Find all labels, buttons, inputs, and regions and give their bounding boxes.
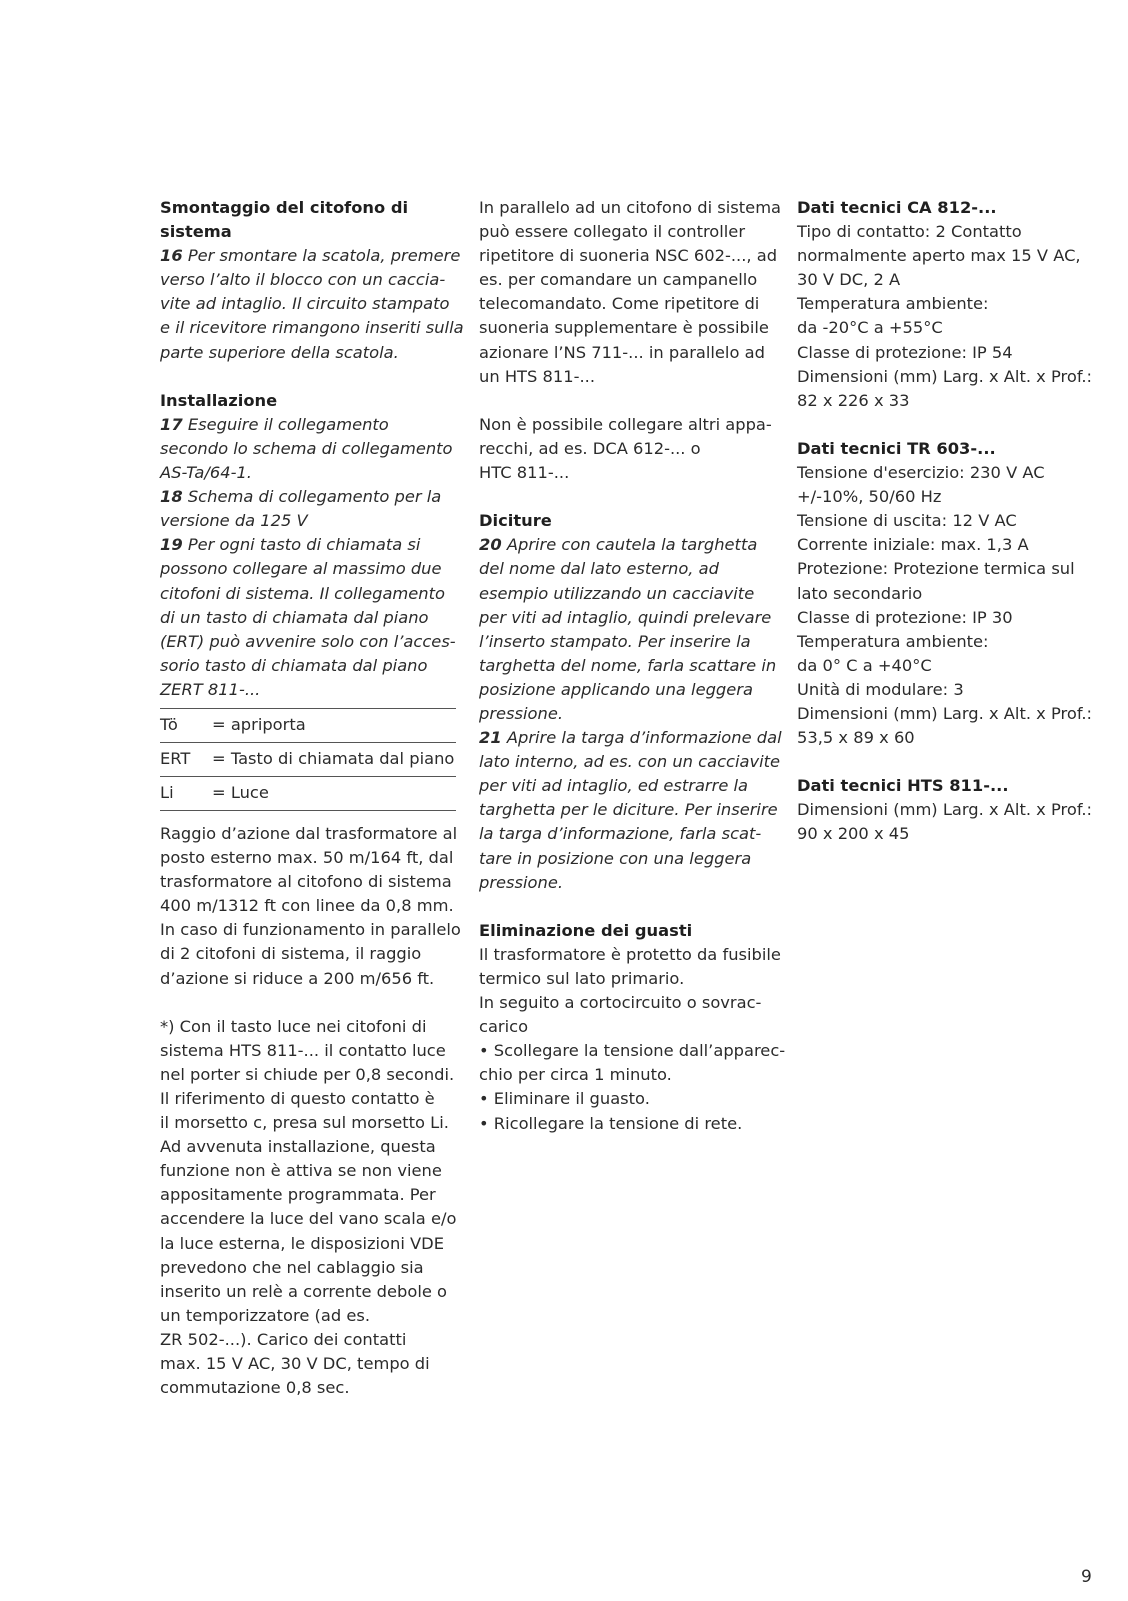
text-line: del nome dal lato esterno, ad: [479, 559, 719, 579]
paragraph-not-possible: [479, 413, 779, 485]
text-line: commutazione 0,8 sec.: [160, 1378, 350, 1398]
text-line: ZR 502-...). Carico dei contatti: [160, 1329, 407, 1349]
text-line: citofoni di sistema. Il collegamento: [160, 583, 445, 603]
text-line: 30 V DC, 2 A: [797, 270, 901, 290]
text-line: vite ad intaglio. Il circuito stampato: [160, 294, 450, 314]
text-line: Ad avvenuta installazione, questa: [160, 1137, 436, 1157]
text-line: Tipo di contatto: 2 Contatto: [797, 222, 1022, 242]
step-text-rest: [160, 509, 460, 533]
section-title-hts811: Dati tecnici HTS 811-...: [797, 776, 1009, 796]
text-line: la luce esterna, le disposizioni VDE: [160, 1233, 444, 1253]
step-20: [479, 533, 779, 726]
text-line: il morsetto c, presa sul morsetto Li.: [160, 1113, 449, 1133]
text-line: max. 15 V AC, 30 V DC, tempo di: [160, 1354, 430, 1374]
page-number: 9: [1081, 1567, 1092, 1587]
step-number: 16: [160, 246, 183, 266]
abbr-value: = Luce: [212, 776, 456, 810]
text-line: per viti ad intaglio, quindi prelevare: [479, 607, 772, 627]
step-18: [160, 485, 460, 533]
text-line: normalmente aperto max 15 V AC,: [797, 246, 1081, 266]
text-line: Protezione: Protezione termica sul: [797, 559, 1075, 579]
text-line: In seguito a cortocircuito o sovrac-: [479, 993, 762, 1013]
step-19: [160, 533, 460, 702]
text-line: Temperatura ambiente:: [797, 631, 989, 651]
text-line: recchi, ad es. DCA 612-... o: [479, 438, 701, 458]
text-line: Tensione di uscita: 12 V AC: [797, 511, 1017, 531]
text-line: In parallelo ad un citofono di sistema: [479, 198, 782, 217]
text-line: tare in posizione con una leggera: [479, 848, 752, 868]
text-line: Non è possibile collegare altri appa-: [479, 414, 772, 434]
text-line: *) Con il tasto luce nei citofoni di: [160, 1016, 427, 1036]
text-line: ZERT 811-...: [160, 679, 261, 699]
text-line: Classe di protezione: IP 30: [797, 607, 1013, 627]
step-text-first: Aprire la targa d’informazione dal: [501, 728, 782, 748]
text-line: termico sul lato primario.: [479, 969, 685, 988]
text-line: di un tasto di chiamata dal piano: [160, 607, 429, 627]
step-number: 19: [160, 535, 183, 555]
text-line: sistema HTS 811-... il contatto luce: [160, 1040, 446, 1060]
text-line: Smontaggio del citofono di: [160, 198, 409, 217]
text-line: parte superiore della scatola.: [160, 342, 399, 362]
text-line: Corrente iniziale: max. 1,3 A: [797, 535, 1029, 555]
text-line: trasformatore al citofono di sistema: [160, 872, 452, 892]
section-title-smontaggio: [160, 196, 460, 244]
step-text-first: Per smontare la scatola, premere: [182, 246, 461, 266]
text-line: 90 x 200 x 45: [797, 824, 910, 844]
column-right: [797, 196, 1097, 847]
text-line: Dimensioni (mm) Larg. x Alt. x Prof.:: [797, 703, 1093, 723]
section-title-ca812: Dati tecnici CA 812-...: [797, 198, 997, 217]
text-line: +/-10%, 50/60 Hz: [797, 487, 942, 507]
text-line: Il trasformatore è protetto da fusibile: [479, 944, 781, 964]
text-line: suoneria supplementare è possibile: [479, 318, 769, 338]
text-line: d’azione si riduce a 200 m/656 ft.: [160, 968, 435, 988]
text-line: e il ricevitore rimangono inseriti sulla: [160, 318, 464, 338]
text-line: versione da 125 V: [160, 511, 308, 531]
text-line: per viti ad intaglio, ed estrarre la: [479, 776, 749, 796]
step-number: 17: [160, 414, 183, 434]
text-line: Temperatura ambiente:: [797, 294, 989, 314]
paragraph-light-contact: [160, 1015, 460, 1401]
text-line: sistema: [160, 222, 232, 242]
text-line: esempio utilizzando un cacciavite: [479, 583, 755, 603]
text-line: Dimensioni (mm) Larg. x Alt. x Prof.:: [797, 366, 1093, 386]
text-line: un temporizzatore (ad es.: [160, 1305, 371, 1325]
text-line: pressione.: [479, 872, 564, 892]
specs-tr603: [797, 461, 1097, 750]
step-text-rest: [160, 557, 460, 702]
step-17: [160, 413, 460, 485]
text-line: può essere collegato il controller: [479, 222, 746, 242]
step-text-rest: [479, 750, 779, 895]
step-text-rest: [160, 437, 460, 485]
table-row: [160, 708, 456, 742]
column-left: [160, 196, 464, 1400]
text-line: carico: [479, 1017, 529, 1037]
text-line: 53,5 x 89 x 60: [797, 728, 915, 748]
text-line: In caso di funzionamento in parallelo: [160, 920, 461, 940]
text-line: accendere la luce del vano scala e/o: [160, 1209, 457, 1229]
step-text-first: Per ogni tasto di chiamata si: [182, 535, 421, 555]
text-line: telecomandato. Come ripetitore di: [479, 294, 760, 314]
text-line: targhetta del nome, farla scattare in: [479, 655, 777, 675]
table-row: [160, 776, 456, 810]
text-line: 82 x 226 x 33: [797, 390, 910, 410]
text-line: l’inserto stampato. Per inserire la: [479, 631, 751, 651]
text-line: inserito un relè a corrente debole o: [160, 1281, 448, 1301]
text-line: Unità di modulare: 3: [797, 679, 964, 699]
text-line: prevedono che nel cablaggio sia: [160, 1257, 424, 1277]
section-title-diciture: Diciture: [479, 511, 552, 531]
step-text-rest: [479, 557, 779, 726]
text-line: nel porter si chiude per 0,8 secondi.: [160, 1064, 455, 1084]
abbr-value: = apriporta: [212, 708, 456, 742]
text-line: appositamente programmata. Per: [160, 1185, 436, 1205]
text-line: posto esterno max. 50 m/164 ft, dal: [160, 848, 454, 868]
column-middle: [479, 196, 786, 1136]
text-line: verso l’alto il blocco con un caccia-: [160, 270, 446, 290]
abbr-value: = Tasto di chiamata dal piano: [212, 742, 456, 776]
text-line: sorio tasto di chiamata dal piano: [160, 655, 428, 675]
abbr-key: Li: [160, 776, 212, 810]
step-text-first: Eseguire il collegamento: [182, 414, 389, 434]
paragraph-troubleshooting: [479, 943, 786, 1136]
abbreviation-table: [160, 708, 456, 811]
text-line: posizione applicando una leggera: [479, 679, 753, 699]
text-line: possono collegare al massimo due: [160, 559, 442, 579]
text-line: funzione non è attiva se non viene: [160, 1161, 442, 1181]
text-line: da -20°C a +55°C: [797, 318, 943, 338]
step-number: 20: [479, 535, 502, 555]
section-title-installazione: Installazione: [160, 390, 278, 410]
text-line: lato interno, ad es. con un cacciavite: [479, 752, 781, 772]
text-line: targhetta per le diciture. Per inserire: [479, 800, 778, 820]
text-line: da 0° C a +40°C: [797, 655, 932, 675]
text-line: HTC 811-...: [479, 463, 570, 483]
specs-ca812: [797, 220, 1097, 413]
text-line: Dimensioni (mm) Larg. x Alt. x Prof.:: [797, 800, 1093, 820]
text-line: Classe di protezione: IP 54: [797, 342, 1013, 362]
text-line: azionare l’NS 711-... in parallelo ad: [479, 342, 765, 362]
step-16: [160, 244, 464, 364]
text-line: chio per circa 1 minuto.: [479, 1065, 672, 1085]
abbr-key: ERT: [160, 742, 212, 776]
text-line: pressione.: [479, 703, 564, 723]
step-number: 18: [160, 487, 183, 507]
text-line: secondo lo schema di collegamento: [160, 438, 453, 458]
step-text-rest: [160, 268, 464, 364]
text-line: • Ricollegare la tensione di rete.: [479, 1113, 743, 1133]
table-row: [160, 742, 456, 776]
text-line: es. per comandare un campanello: [479, 270, 758, 290]
abbr-key: Tö: [160, 708, 212, 742]
text-line: (ERT) può avvenire solo con l’acces-: [160, 631, 456, 651]
text-line: di 2 citofoni di sistema, il raggio: [160, 944, 422, 964]
text-line: Il riferimento di questo contatto è: [160, 1089, 435, 1108]
step-number: 21: [479, 728, 502, 748]
paragraph-range: [160, 822, 460, 991]
text-line: lato secondario: [797, 583, 923, 603]
specs-hts811: [797, 798, 1097, 846]
step-text-first: Aprire con cautela la targhetta: [501, 535, 758, 555]
text-line: Tensione d'esercizio: 230 V AC: [797, 463, 1045, 483]
text-line: AS-Ta/64-1.: [160, 463, 252, 483]
text-line: ripetitore di suoneria NSC 602-..., ad: [479, 246, 778, 266]
text-line: la targa d’informazione, farla scat-: [479, 824, 762, 844]
section-title-tr603: Dati tecnici TR 603-...: [797, 438, 996, 458]
section-title-eliminazione: Eliminazione dei guasti: [479, 920, 693, 940]
text-line: Raggio d’azione dal trasformatore al: [160, 823, 458, 843]
text-line: • Eliminare il guasto.: [479, 1089, 650, 1109]
text-line: 400 m/1312 ft con linee da 0,8 mm.: [160, 896, 454, 916]
text-line: un HTS 811-...: [479, 366, 595, 386]
text-line: • Scollegare la tensione dall’apparec-: [479, 1041, 786, 1061]
paragraph-parallel: [479, 196, 782, 389]
step-text-first: Schema di collegamento per la: [182, 487, 442, 507]
step-21: [479, 726, 782, 895]
